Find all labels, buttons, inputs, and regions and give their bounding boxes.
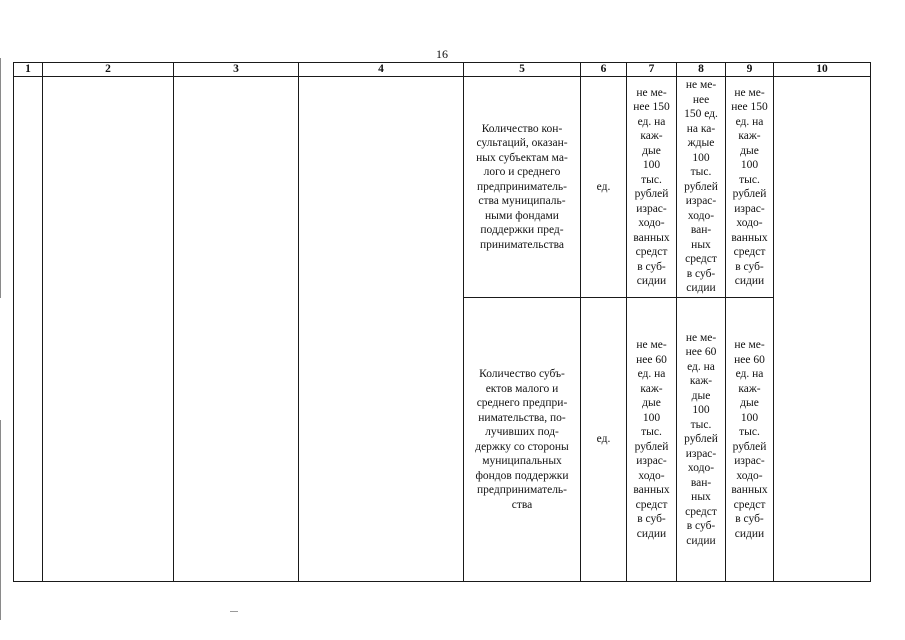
- value-cell: [677, 298, 726, 582]
- value-cell: [726, 77, 774, 298]
- empty-cell: [14, 77, 43, 582]
- value-text: не ме- нее 60 ед. на каж- дые 100 тыс. рублей израс- ходо- ванных средст в суб- сидии: [633, 339, 670, 540]
- empty-cell: [299, 77, 464, 582]
- empty-cell: [43, 77, 174, 582]
- indicator-cell: [464, 77, 581, 298]
- column-header: 3: [174, 63, 299, 77]
- value-text: не ме- нее 150 ед. на ка- ждые 100 тыс. рублей израс- ходо- ван- ных средст в суб- сидии: [684, 79, 718, 295]
- column-header: 7: [627, 63, 677, 77]
- table-row: [14, 77, 871, 298]
- value-cell: [627, 298, 677, 582]
- indicator-text: Количество субъ- ектов малого и среднего предпри- нимательства, по- лучивших под- держку со стороны муниципальных фондов поддержки предприниматель- ства: [475, 368, 569, 511]
- column-header: 9: [726, 63, 774, 77]
- column-header: 5: [464, 63, 581, 77]
- value-text: не ме- нее 150 ед. на каж- дые 100 тыс. рублей израс- ходо- ванных средст в суб- сидии: [731, 86, 768, 288]
- scan-margin-line: [0, 58, 1, 298]
- value-cell: [726, 298, 774, 582]
- indicator-cell: [464, 298, 581, 582]
- column-header: 10: [774, 63, 871, 77]
- unit-cell: [581, 298, 627, 582]
- column-header: 4: [299, 63, 464, 77]
- column-header: 8: [677, 63, 726, 77]
- unit-cell: [581, 77, 627, 298]
- column-header: 2: [43, 63, 174, 77]
- scan-margin-line: [0, 420, 1, 620]
- value-text: не ме- нее 150 ед. на каж- дые 100 тыс. рублей израс- ходо- ванных средст в суб- сидии: [633, 86, 670, 288]
- value-cell: [627, 77, 677, 298]
- page-number: 16: [436, 47, 448, 61]
- value-text: не ме- нее 60 ед. на каж- дые 100 тыс. рублей израс- ходо- ван- ных средст в суб- сидии: [684, 331, 718, 547]
- empty-cell: [774, 77, 871, 582]
- unit-text: ед.: [596, 433, 611, 446]
- scan-artifact: [230, 611, 238, 612]
- column-header: 1: [14, 63, 43, 77]
- indicators-table: [13, 62, 871, 582]
- unit-text: ед.: [596, 180, 611, 193]
- empty-cell: [174, 77, 299, 582]
- table-header-row: [14, 63, 871, 77]
- value-cell: [677, 77, 726, 298]
- column-header: 6: [581, 63, 627, 77]
- value-text: не ме- нее 60 ед. на каж- дые 100 тыс. рублей израс- ходо- ванных средст в суб- сидии: [731, 339, 768, 540]
- indicator-text: Количество кон- сультаций, оказан- ных субъектам ма- лого и среднего предприниматель- ства муниципаль- ными фондами поддержки пред- принимательства: [476, 122, 568, 251]
